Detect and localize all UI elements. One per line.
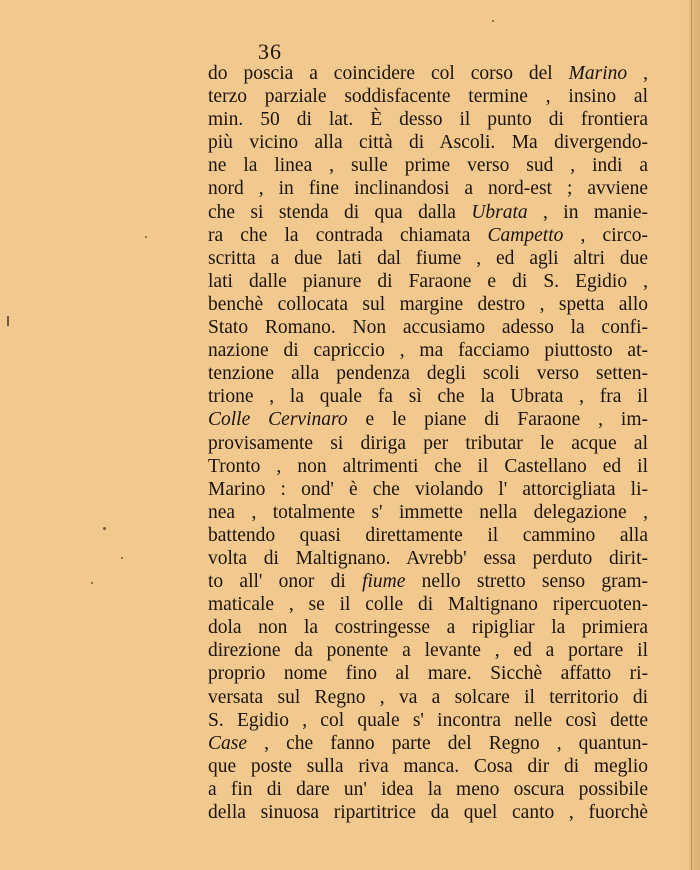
text-run: nazione di capriccio , ma facciamo piuttosto at-	[208, 340, 648, 362]
italic-text: Case	[208, 732, 247, 754]
text-line	[208, 639, 648, 662]
text-run: versata sul Regno , va a solcare il territorio di	[208, 686, 648, 708]
text-line	[208, 732, 648, 755]
text-run: ra che la contrada chiamata	[208, 224, 488, 246]
text-line	[208, 662, 648, 685]
text-run: trione , la quale fa sì che la Ubrata , fra il	[208, 386, 648, 408]
text-line	[208, 524, 648, 547]
text-line	[208, 547, 648, 570]
text-line	[208, 362, 648, 385]
text-line	[208, 801, 648, 824]
body-text	[208, 62, 648, 824]
italic-text: fiume	[362, 571, 406, 593]
paper-speck	[91, 582, 93, 584]
page-number: 36	[258, 39, 282, 64]
text-run: scritta a due lati dal fiume , ed agli altri due	[208, 247, 648, 269]
text-line	[208, 62, 648, 85]
text-run: min. 50 di lat. È desso il punto di frontiera	[208, 109, 648, 131]
text-run: proprio nome fino al mare. Sicchè affatto ri-	[208, 663, 648, 685]
text-line	[208, 154, 648, 177]
text-run: tenzione alla pendenza degli scoli verso setten-	[208, 363, 648, 385]
text-line	[208, 501, 648, 524]
text-line	[208, 593, 648, 616]
text-run: Stato Romano. Non accusiamo adesso la confi-	[208, 317, 648, 339]
italic-text: Colle Cervinaro	[208, 409, 348, 431]
text-run: nello stretto senso gram-	[405, 571, 648, 593]
text-run: , in manie-	[527, 201, 648, 223]
paper-speck	[121, 557, 123, 559]
text-line	[208, 131, 648, 154]
text-run: più vicino alla città di Ascoli. Ma divergendo-	[208, 132, 648, 154]
text-run: nord , in fine inclinandosi a nord-est ; avviene	[208, 178, 648, 200]
text-run: della sinuosa ripartitrice da quel canto , fuorchè	[208, 802, 648, 823]
text-run: lati dalle pianure di Faraone e di S. Egidio ,	[208, 270, 648, 292]
text-run: Marino : ond' è che violando l' attorcigliata li-	[208, 478, 648, 500]
text-run: , che fanno parte del Regno , quantun-	[247, 732, 648, 754]
text-run: provisamente si diriga per tributar le acque al	[208, 432, 648, 454]
page-edge	[686, 0, 700, 870]
text-run: dola non la costringesse a ripigliar la primiera	[208, 617, 648, 639]
text-line	[208, 339, 648, 362]
text-line	[208, 455, 648, 478]
text-run: S. Egidio , col quale s' incontra nelle così dette	[208, 709, 648, 731]
text-run: battendo quasi direttamente il cammino alla	[208, 524, 648, 546]
text-line	[208, 177, 648, 200]
italic-text: Campetto	[487, 224, 564, 246]
text-line	[208, 85, 648, 108]
text-line	[208, 201, 648, 224]
paper-speck	[492, 20, 494, 22]
italic-text: Marino	[568, 63, 628, 84]
text-line	[208, 247, 648, 270]
text-run: direzione da ponente a levante , ed a portare il	[208, 640, 648, 662]
text-run: to all' onor di	[208, 571, 363, 593]
text-line	[208, 570, 648, 593]
text-line	[208, 616, 648, 639]
italic-text: Ubrata	[471, 201, 528, 223]
paper-speck	[103, 527, 106, 530]
text-line	[208, 432, 648, 455]
text-line	[208, 224, 648, 247]
text-run: e le piane di Faraone , im-	[347, 409, 649, 431]
text-run: maticale , se il colle di Maltignano ripercuoten-	[208, 594, 648, 616]
text-line	[208, 755, 648, 778]
text-run: Tronto , non altrimenti che il Castellano ed il	[208, 455, 648, 477]
text-line	[208, 408, 648, 431]
text-run: a fin di dare un' idea la meno oscura possibile	[208, 778, 648, 800]
text-run: ,	[627, 63, 648, 84]
text-run: , circo-	[563, 224, 649, 246]
text-line	[208, 385, 648, 408]
text-line	[208, 270, 648, 293]
text-run: che si stenda di qua dalla	[208, 201, 472, 223]
text-run: volta di Maltignano. Avrebb' essa perduto dirit-	[208, 547, 648, 569]
text-line	[208, 709, 648, 732]
paper-speck	[145, 236, 147, 238]
text-line	[208, 686, 648, 709]
text-run: terzo parziale soddisfacente termine , insino al	[208, 86, 648, 108]
text-run: do poscia a coincidere col corso del	[208, 63, 569, 84]
text-line	[208, 108, 648, 131]
paper-mark	[7, 316, 9, 326]
text-line	[208, 478, 648, 501]
text-line	[208, 316, 648, 339]
text-line	[208, 778, 648, 801]
text-run: ne la linea , sulle prime verso sud , indi a	[208, 155, 648, 177]
text-run: que poste sulla riva manca. Cosa dir di meglio	[208, 755, 648, 777]
text-run: nea , totalmente s' immette nella delegazione ,	[208, 501, 648, 523]
text-line	[208, 293, 648, 316]
text-run: benchè collocata sul margine destro , spetta allo	[208, 293, 648, 315]
